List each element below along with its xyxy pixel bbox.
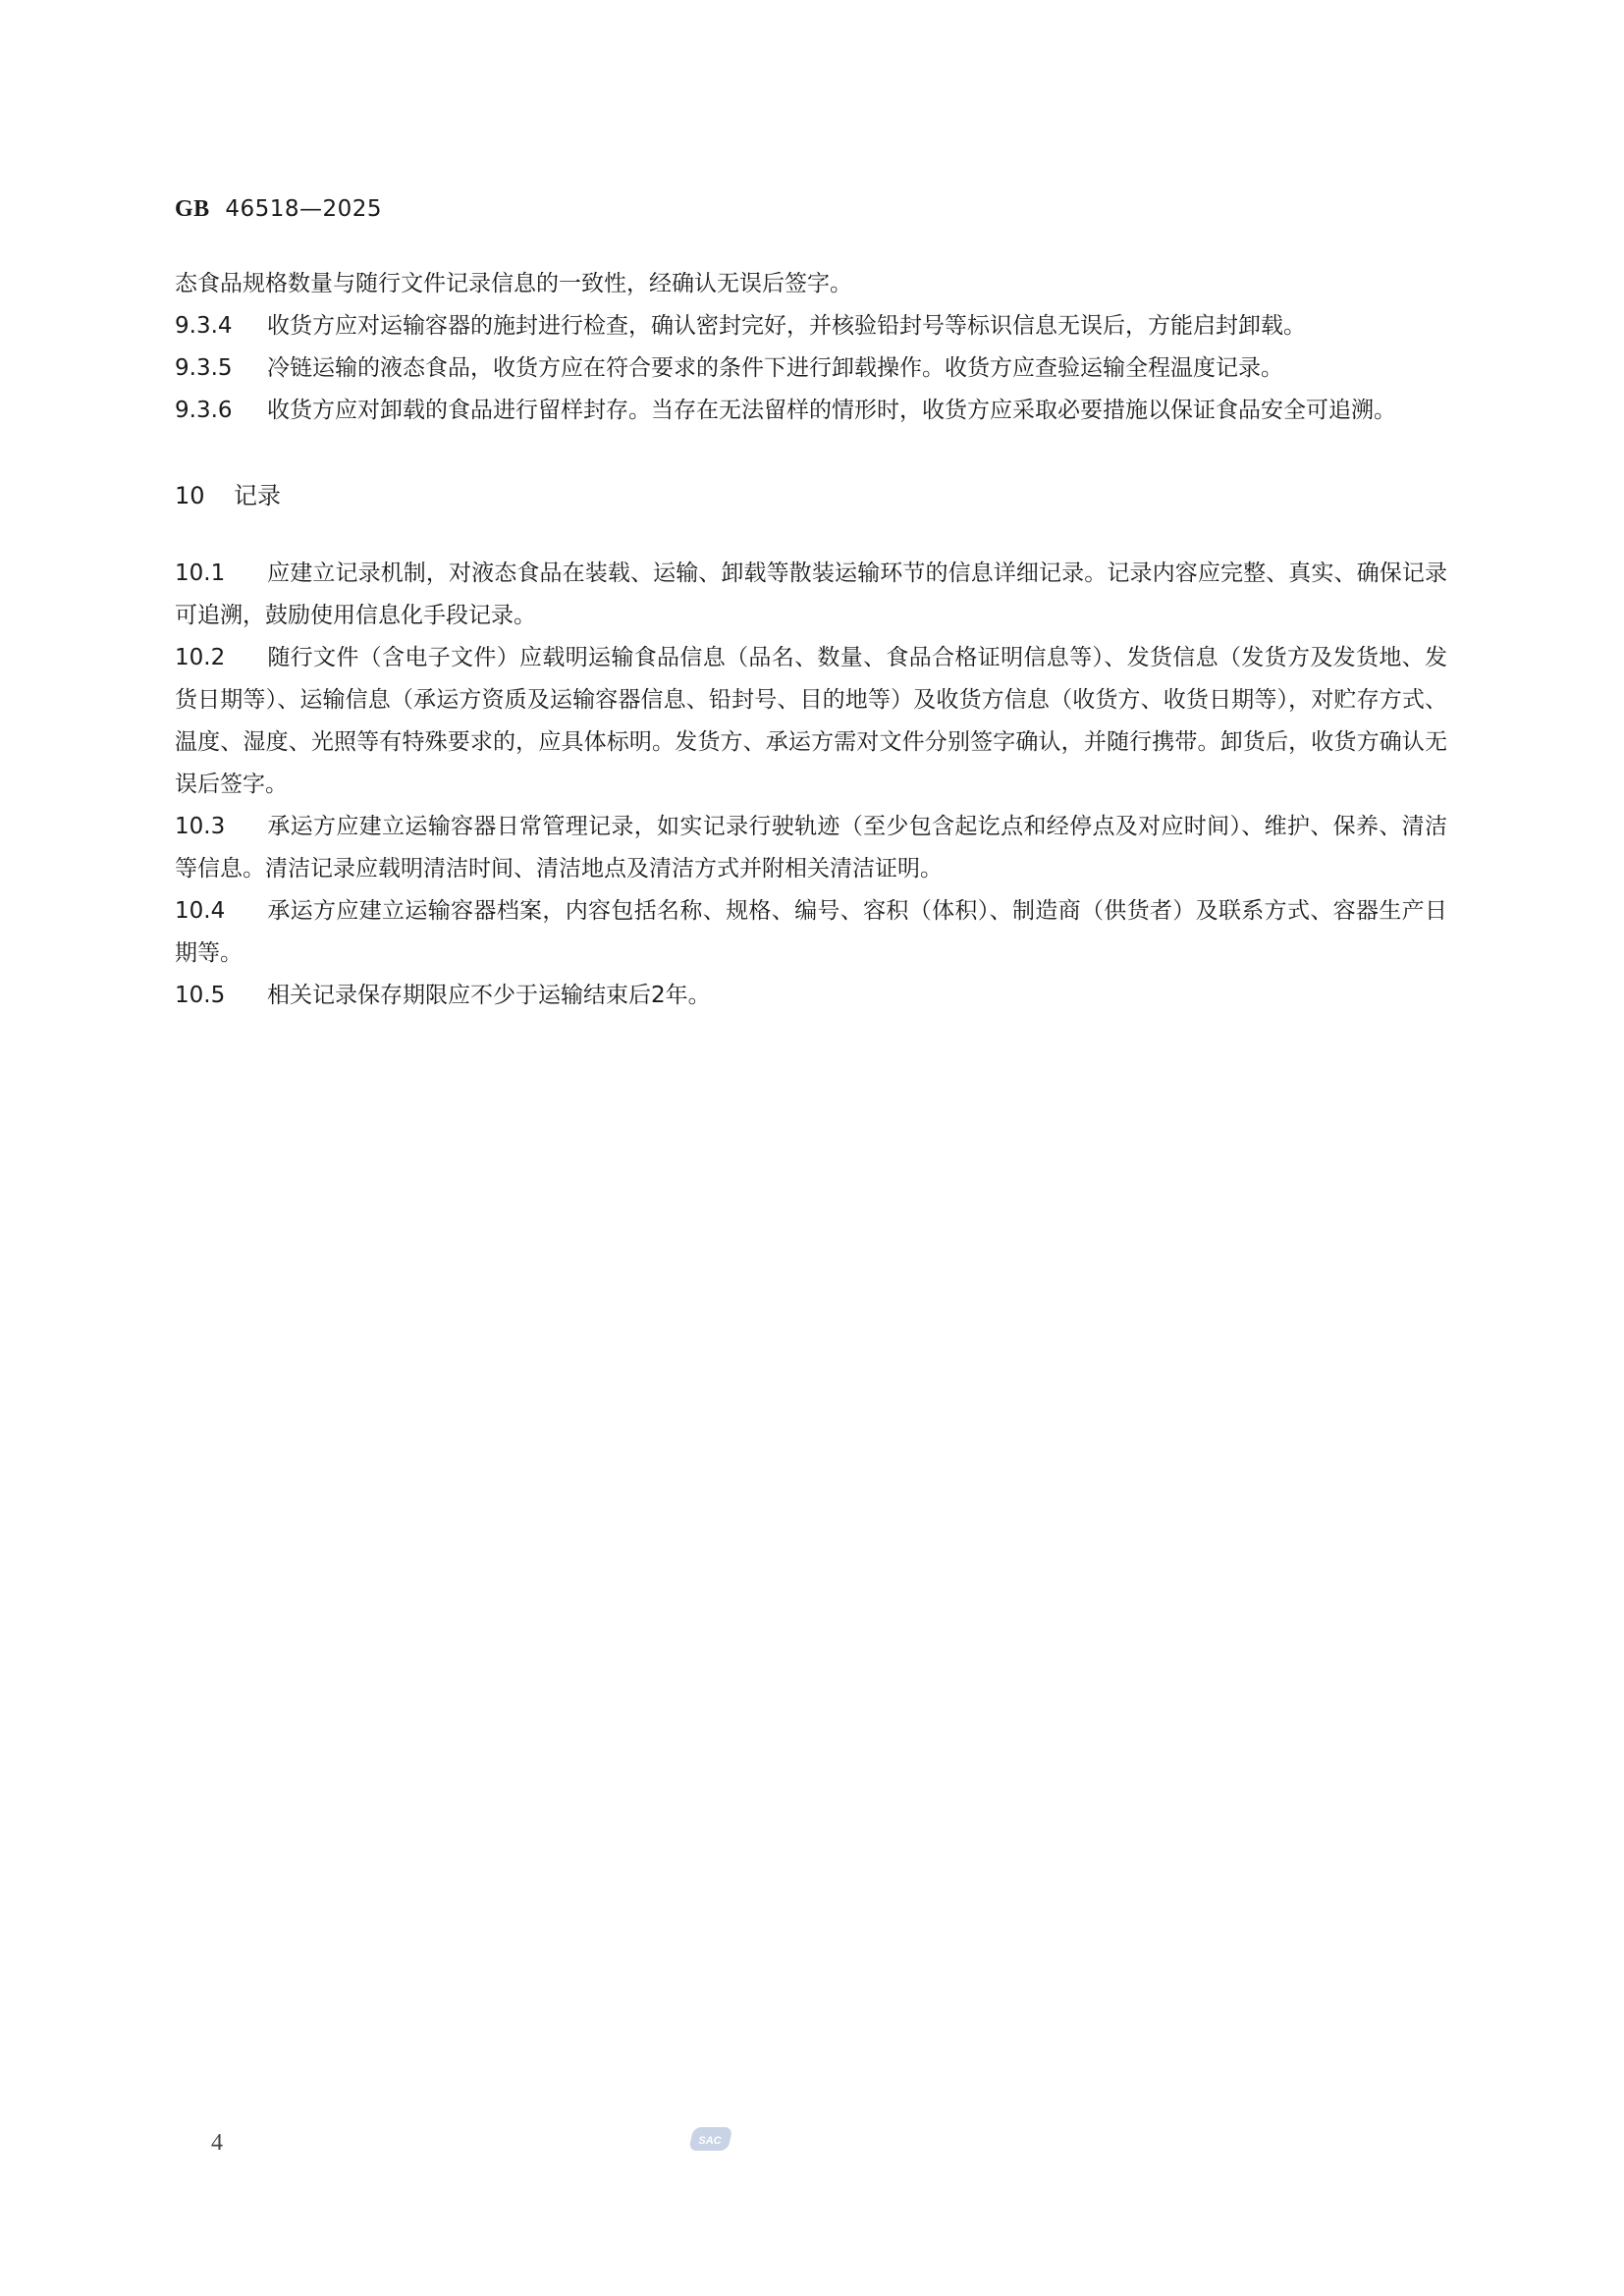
clause-text: 收货方应对运输容器的施封进行检查，确认密封完好，并核验铅封号等标识信息无误后，方能启封卸载。 (267, 313, 1306, 339)
clause-text: 承运方应建立运输容器档案，内容包括名称、规格、编号、容积（体积）、制造商（供货者）及联系方式、容器生产日期等。 (175, 898, 1447, 966)
standard-number: 46518—2025 (225, 196, 383, 222)
clause-number: 9.3.5 (175, 355, 233, 381)
continuation-paragraph: 态食品规格数量与随行文件记录信息的一致性，经确认无误后签字。 (175, 271, 852, 296)
section-heading-10 (175, 475, 1447, 517)
clause-text: 应建立记录机制，对液态食品在装载、运输、卸载等散装运输环节的信息详细记录。记录内容应完整、真实、确保记录可追溯，鼓励使用信息化手段记录。 (175, 561, 1447, 628)
clause-9-3-5 (175, 347, 1447, 390)
sac-logo-icon (687, 2124, 732, 2154)
clause-number: 9.3.6 (175, 398, 233, 423)
clause-9-3-6 (175, 390, 1447, 432)
clause-10-2 (175, 637, 1447, 806)
clause-text: 随行文件（含电子文件）应载明运输食品信息（品名、数量、食品合格证明信息等）、发货信息（发货方及发货地、发货日期等）、运输信息（承运方资质及运输容器信息、铅封号、目的地等）及收货方信息（收货方、收货日期等），对贮存方式、温度、湿度、光照等有特殊要求的，应具体标明。发货方、承运方需对文件分别签字确认，并随行携带。卸货后，收货方确认无误后签字。 (175, 645, 1447, 797)
clause-text: 收货方应对卸载的食品进行留样封存。当存在无法留样的情形时，收货方应采取必要措施以保证食品安全可追溯。 (267, 398, 1396, 423)
clause-number: 10.2 (175, 645, 226, 670)
clause-9-3-4 (175, 305, 1447, 347)
clause-number: 10.1 (175, 561, 226, 586)
clause-10-5 (175, 975, 1447, 1017)
clause-text: 冷链运输的液态食品，收货方应在符合要求的条件下进行卸载操作。收货方应查验运输全程温度记录。 (267, 355, 1283, 381)
section-number: 10 (175, 482, 205, 509)
clause-number: 10.4 (175, 898, 226, 924)
section-title: 记录 (234, 482, 281, 509)
clause-number: 10.5 (175, 983, 226, 1008)
standard-prefix: GB (175, 196, 210, 222)
clause-10-4 (175, 890, 1447, 975)
clause-10-1 (175, 553, 1447, 637)
clause-10-3 (175, 806, 1447, 890)
page-number: 4 (211, 2130, 223, 2156)
svg-text:SAC: SAC (698, 2135, 722, 2147)
document-body (175, 263, 1447, 1017)
standard-code (175, 196, 382, 223)
clause-text: 承运方应建立运输容器日常管理记录，如实记录行驶轨迹（至少包含起讫点和经停点及对应时间）、维护、保养、清洁等信息。清洁记录应载明清洁时间、清洁地点及清洁方式并附相关清洁证明。 (175, 814, 1447, 881)
clause-number: 10.3 (175, 814, 226, 839)
clause-number: 9.3.4 (175, 313, 233, 339)
clause-text: 相关记录保存期限应不少于运输结束后2年。 (267, 983, 711, 1008)
